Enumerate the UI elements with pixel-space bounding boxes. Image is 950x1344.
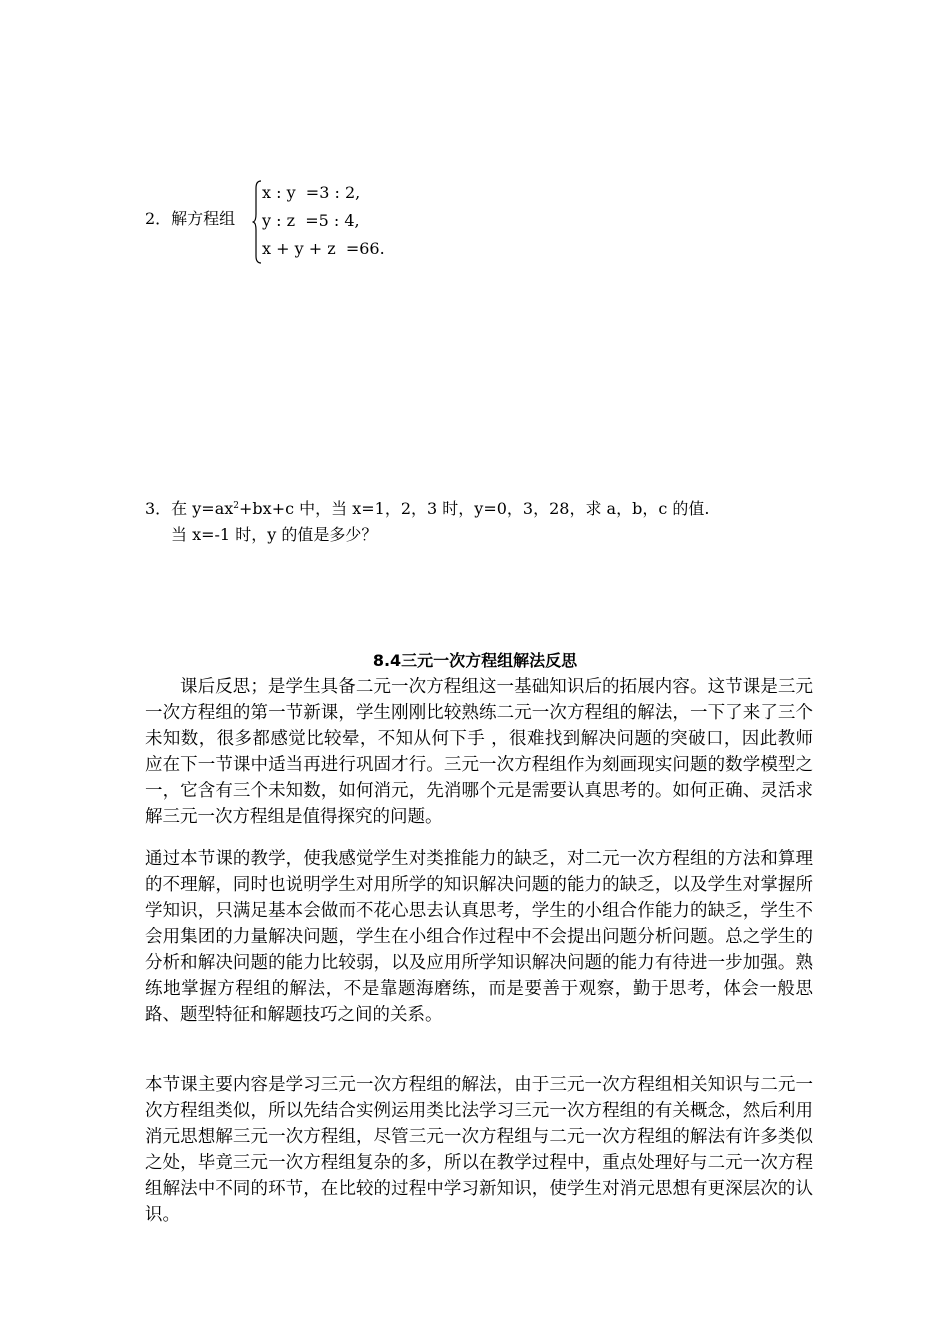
section-title: 8.4三元一次方程组解法反思	[372, 651, 578, 670]
problem-3-suffix: +bx+c 中，当 x=1，2，3 时，y=0，3，28，求 a，b，c 的值.	[239, 499, 710, 518]
left-brace-icon	[252, 180, 262, 264]
problem-3-exponent: 2	[233, 501, 240, 511]
equation-2: y : z =5 : 4,	[262, 211, 360, 230]
equation-3: x + y + z =66.	[262, 239, 385, 258]
equation-system	[252, 180, 392, 264]
problem-2-text: 2．解方程组	[145, 209, 236, 228]
problem-3-line-2: 当 x=-1 时，y 的值是多少？	[171, 525, 378, 544]
equation-1: x : y =3 : 2,	[262, 183, 361, 202]
problem-3-line-1	[145, 498, 709, 520]
problem-3-prefix: 3．在 y=ax	[145, 499, 234, 518]
reflection-paragraph-1: 课后反思；是学生具备二元一次方程组这一基础知识后的拓展内容。这节课是三元一次方程组的第一节新课，学生刚刚比较熟练二元一次方程组的解法，一下了来了三个未知数，很多都感觉比较晕，不知从何下手 ，很难找到解决问题的突破口，因此教师应在下一节课中适当再进行巩固才行。三元一次方程组作为刻画现实问题的数学模型之一，它含有三个未知数，如何消元，先消哪个元是需要认真思考的。如何正确、灵活求解三元一次方程组是值得探究的问题。	[145, 677, 813, 827]
reflection-paragraph-3: 本节课主要内容是学习三元一次方程组的解法，由于三元一次方程组相关知识与二元一次方程组类似，所以先结合实例运用类比法学习三元一次方程组的有关概念，然后利用消元思想解三元一次方程组，尽管三元一次方程组与二元一次方程组的解法有许多类似之处，毕竟三元一次方程组复杂的多，所以在教学过程中，重点处理好与二元一次方程组解法中不同的环节，在比较的过程中学习新知识，使学生对消元思想有更深层次的认识。	[145, 1075, 813, 1225]
reflection-paragraph-2: 通过本节课的教学，使我感觉学生对类推能力的缺乏，对二元一次方程组的方法和算理的不理解，同时也说明学生对用所学的知识解决问题的能力的缺乏，以及学生对掌握所学知识，只满足基本会做而不花心思去认真思考，学生的小组合作能力的缺乏，学生不会用集团的力量解决问题，学生在小组合作过程中不会提出问题分析问题。总之学生的分析和解决问题的能力比较弱，以及应用所学知识解决问题的能力有待进一步加强。熟练地掌握方程组的解法，不是靠题海磨练，而是要善于观察，勤于思考，体会一般思路、题型特征和解题技巧之间的关系。	[145, 849, 813, 1025]
problem-2-label	[145, 208, 235, 230]
